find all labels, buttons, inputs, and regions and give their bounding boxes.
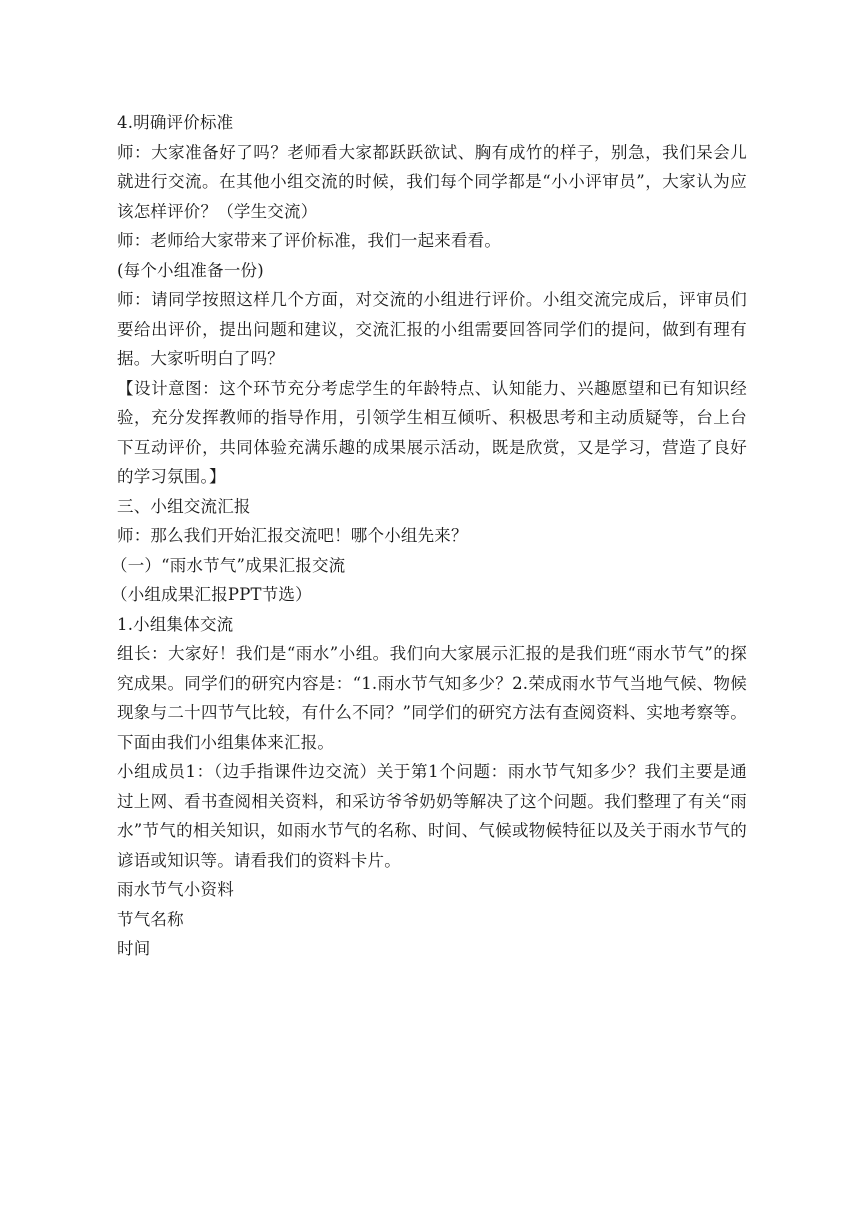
- heading-group-exchange: 1.小组集体交流: [117, 614, 234, 634]
- group-member-paragraph: 小组成员1：（边手指课件边交流）关于第1个问题：雨水节气知多少？我们主要是通过上网、看书查阅相关资料，和采访爷爷奶奶等解决了这个问题。我们整理了有关“雨水”节气的相关知识，如雨水节气的名称、时间、气候或物候特征以及关于雨水节气的谚语或知识等。请看我们的资料卡片。: [117, 762, 747, 870]
- teacher-paragraph-ready: 师：大家准备好了吗？老师看大家都跃跃欲试、胸有成竹的样子，别急，我们呆会儿就进行交流。在其他小组交流的时候，我们每个同学都是“小小评审员”，大家认为应该怎样评价？（学生交流）: [117, 142, 747, 221]
- subheading-rain-water-report: （一）“雨水节气”成果汇报交流: [111, 555, 346, 575]
- info-card-title: 雨水节气小资料: [117, 880, 234, 899]
- group-leader-paragraph: 组长：大家好！我们是“雨水”小组。我们向大家展示汇报的是我们班“雨水节气”的探究成果。同学们的研究内容是：“1.雨水节气知多少？2.荣成雨水节气当地气候、物候现象与二十四节气比较，有什么不同？”同学们的研究方法有查阅资料、实地考察等。下面由我们小组集体来汇报。: [117, 644, 747, 752]
- teacher-paragraph-start: 师：那么我们开始汇报交流吧！哪个小组先来？: [117, 526, 468, 545]
- document-body: [111, 108, 747, 964]
- design-intent-paragraph: 【设计意图：这个环节充分考虑学生的年龄特点、认知能力、兴趣愿望和已有知识经验，充分发挥教师的指导作用，引领学生相互倾听、积极思考和主动质疑等，台上台下互动评价，共同体验充满乐趣的成果展示活动，既是欣赏，又是学习，营造了良好的学习氛围。】: [117, 378, 747, 486]
- info-card-time: 时间: [117, 939, 151, 958]
- note-ppt-excerpt: （小组成果汇报PPT节选）: [111, 585, 312, 604]
- teacher-paragraph-instructions: 师：请同学按照这样几个方面，对交流的小组进行评价。小组交流完成后，评审员们要给出评价，提出问题和建议，交流汇报的小组需要回答同学们的提问，做到有理有据。大家听明白了吗？: [117, 290, 747, 368]
- teacher-paragraph-criteria: 师：老师给大家带来了评价标准，我们一起来看看。: [117, 231, 502, 250]
- info-card-solar-term-name: 节气名称: [117, 909, 184, 929]
- section-heading-group-report: 三、小组交流汇报: [117, 496, 251, 516]
- heading-evaluation-criteria: 4.明确评价标准: [117, 113, 234, 132]
- note-each-group: (每个小组准备一份): [117, 260, 264, 280]
